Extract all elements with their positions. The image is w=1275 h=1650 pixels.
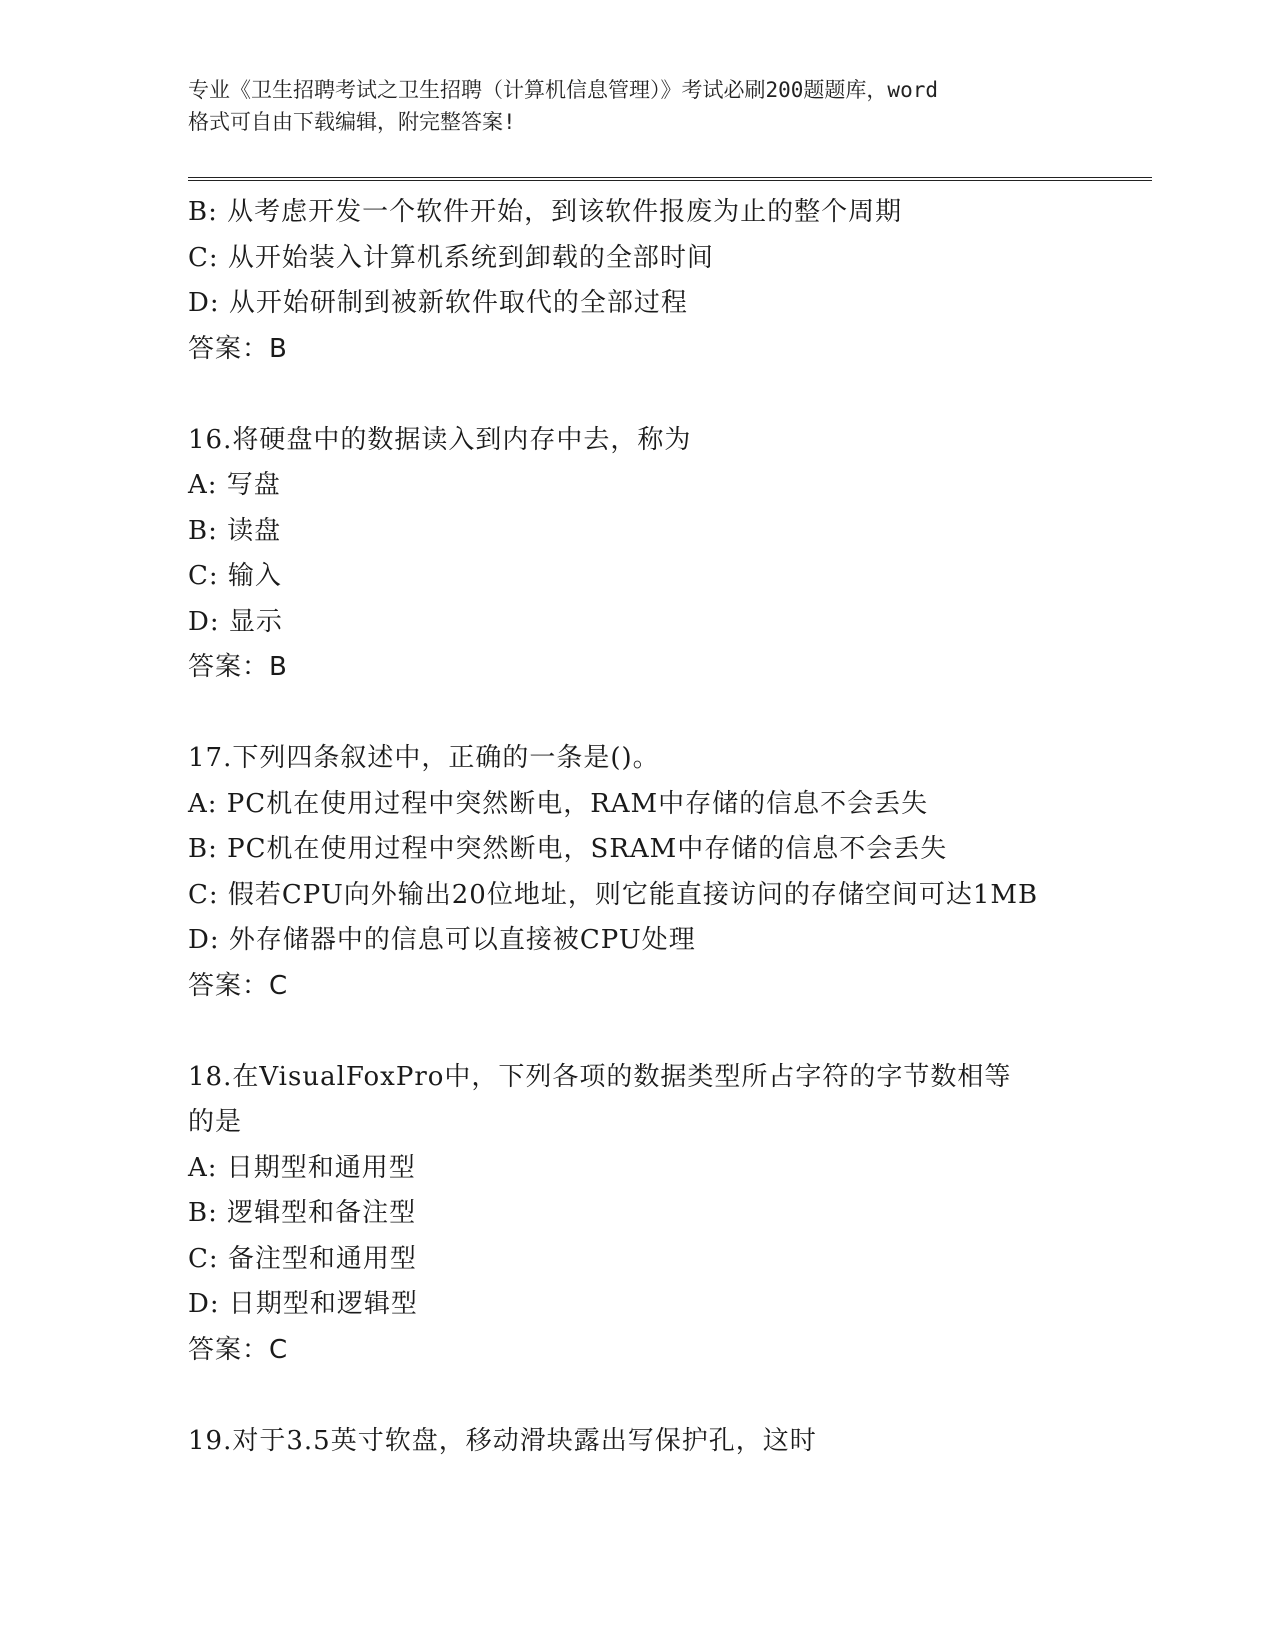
option-a: A: 写盘 bbox=[188, 470, 281, 500]
spacer bbox=[188, 1373, 1108, 1419]
question-text: 17.下列四条叙述中，正确的一条是()。 bbox=[188, 743, 660, 773]
header-title-line-2: 格式可自由下载编辑，附完整答案! bbox=[188, 110, 516, 134]
document-body bbox=[188, 190, 1108, 1464]
option-b: B: PC机在使用过程中突然断电，SRAM中存储的信息不会丢失 bbox=[188, 834, 948, 864]
question-block-17 bbox=[188, 736, 1108, 1009]
answer-line: 答案：C bbox=[188, 970, 289, 1001]
option-a: A: 日期型和通用型 bbox=[188, 1152, 416, 1183]
document-header bbox=[188, 74, 1088, 138]
spacer bbox=[188, 372, 1108, 418]
question-block-16 bbox=[188, 418, 1108, 691]
question-block-18 bbox=[188, 1055, 1108, 1374]
question-text: 19.对于3.5英寸软盘，移动滑块露出写保护孔，这时 bbox=[188, 1425, 817, 1456]
option-b: B: 读盘 bbox=[188, 515, 282, 546]
option-c: C: 从开始装入计算机系统到卸载的全部时间 bbox=[188, 242, 714, 273]
question-text: 16.将硬盘中的数据读入到内存中去，称为 bbox=[188, 424, 692, 455]
answer-line: 答案：B bbox=[188, 652, 288, 682]
option-c: C: 假若CPU向外输出20位地址，则它能直接访问的存储空间可达1MB bbox=[188, 879, 1039, 910]
option-b: B: 从考虑开发一个软件开始，到该软件报废为止的整个周期 bbox=[188, 197, 903, 227]
answer-line: 答案：C bbox=[188, 1334, 289, 1365]
question-block-15 bbox=[188, 190, 1108, 372]
option-b: B: 逻辑型和备注型 bbox=[188, 1198, 417, 1228]
question-text-line-2: 的是 bbox=[188, 1107, 243, 1137]
option-d: D: 显示 bbox=[188, 606, 283, 637]
option-c: C: 输入 bbox=[188, 561, 282, 591]
answer-line: 答案：B bbox=[188, 333, 288, 364]
option-c: C: 备注型和通用型 bbox=[188, 1243, 417, 1274]
header-double-rule bbox=[188, 177, 1152, 181]
header-title-line-1: 专业《卫生招聘考试之卫生招聘（计算机信息管理）》考试必刷200题题库，word bbox=[188, 78, 938, 102]
question-block-19 bbox=[188, 1419, 1108, 1465]
option-d: D: 外存储器中的信息可以直接被CPU处理 bbox=[188, 925, 696, 955]
option-d: D: 日期型和逻辑型 bbox=[188, 1289, 418, 1319]
spacer bbox=[188, 1009, 1108, 1055]
question-text-line-1: 18.在VisualFoxPro中，下列各项的数据类型所占字符的字节数相等 bbox=[188, 1061, 1012, 1092]
option-d: D: 从开始研制到被新软件取代的全部过程 bbox=[188, 288, 688, 318]
option-a: A: PC机在使用过程中突然断电，RAM中存储的信息不会丢失 bbox=[188, 788, 929, 819]
spacer bbox=[188, 691, 1108, 737]
